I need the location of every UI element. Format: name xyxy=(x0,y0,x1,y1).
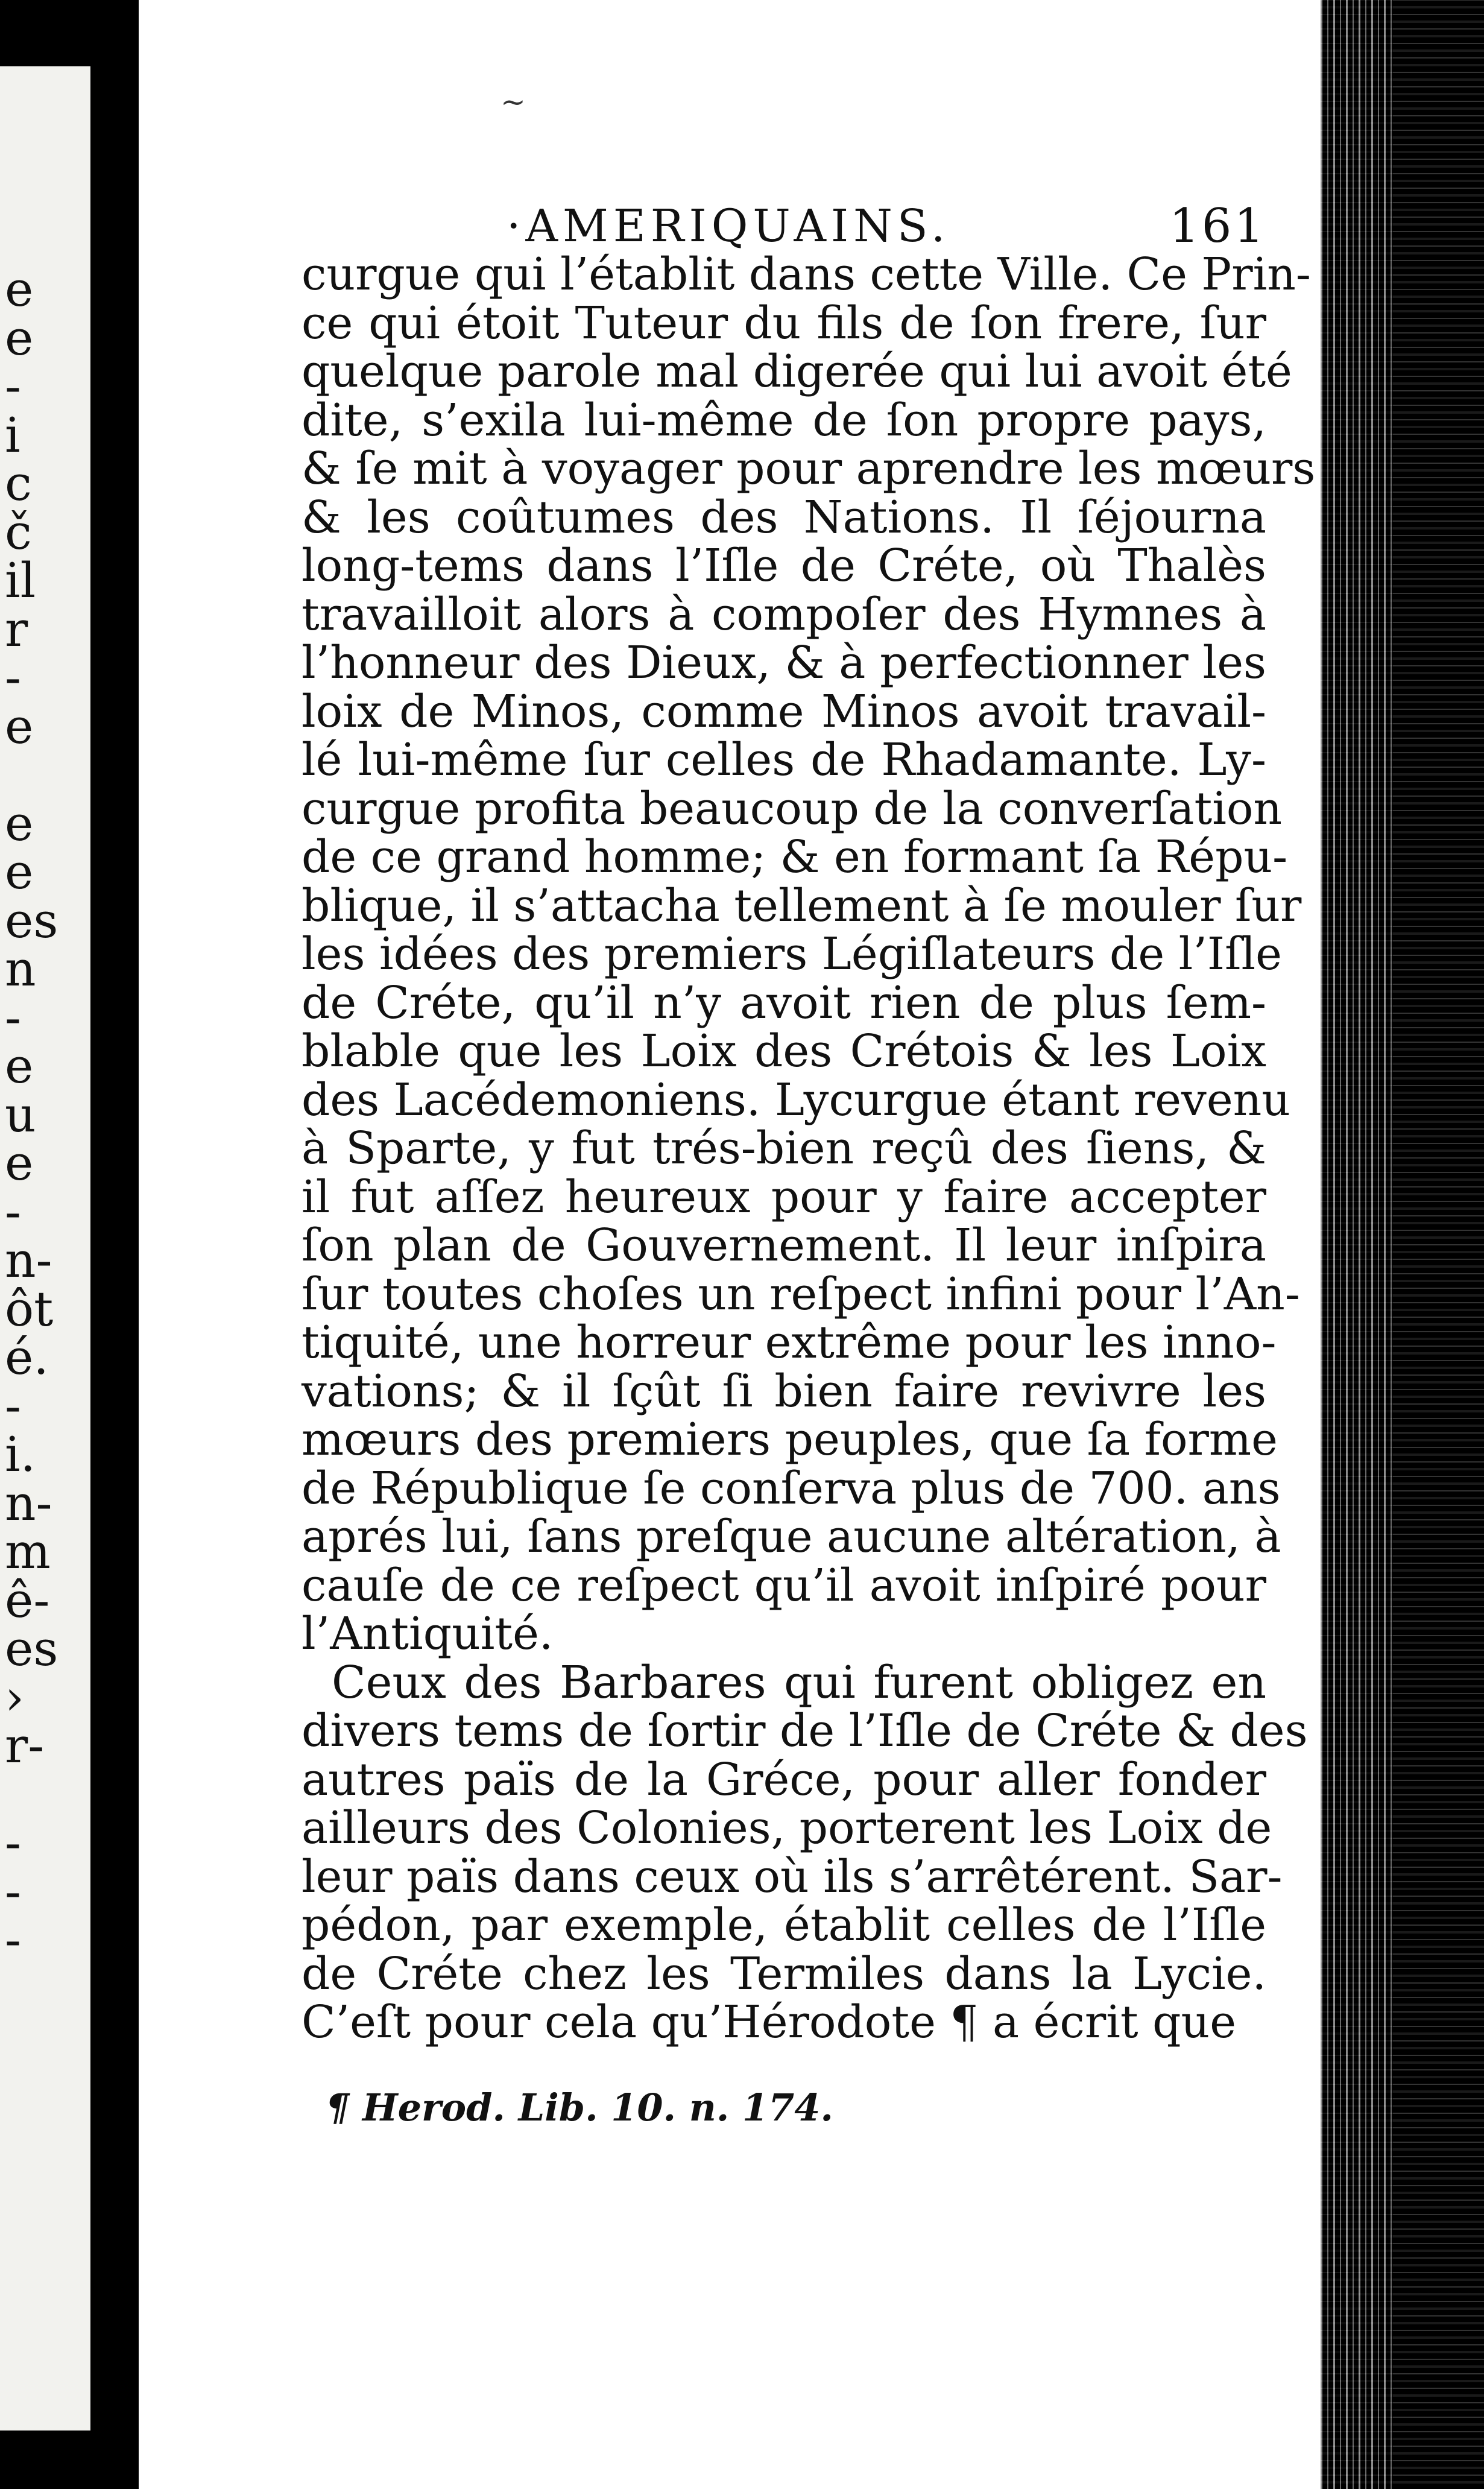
prev-page-fragment: e xyxy=(5,844,34,900)
body-text xyxy=(302,248,1316,2048)
text-line: des Lacédemoniens. Lycurgue étant revenu xyxy=(302,1074,1290,1126)
binding-gutter xyxy=(90,0,139,2489)
text-line: C’eſt pour cela qu’Hérodote ¶ a écrit que xyxy=(302,1996,1236,2048)
prev-page-fragment: c xyxy=(5,455,32,511)
text-line: de ce grand homme; & en formant ſa Répu- xyxy=(302,831,1288,883)
prev-page-fragment: e xyxy=(5,795,34,852)
right-scan-margin xyxy=(1321,0,1484,2489)
prev-page-fragment: n- xyxy=(5,1475,52,1531)
footnote: ¶ Herod. Lib. 10. n. 174. xyxy=(326,2086,833,2130)
prev-page-fragment: u xyxy=(5,1086,36,1143)
prev-page-fragment: › xyxy=(5,1669,24,1725)
text-line: blable que les Loix des Crétois & les Loix xyxy=(302,1025,1266,1077)
prev-page-fragment: n xyxy=(5,941,36,997)
prev-page-fragment: - xyxy=(5,1183,22,1240)
prev-page-fragment: es xyxy=(5,1621,58,1677)
text-line: vations; & il ſçût ſi bien faire revivre les xyxy=(302,1365,1266,1417)
prev-page-fragment: il xyxy=(5,552,36,609)
prev-page-fragment: - xyxy=(5,358,22,414)
prev-page-fragment: - xyxy=(5,1815,22,1871)
prev-page-fragment: e xyxy=(5,698,34,754)
prev-page-fragment: e xyxy=(5,1038,34,1094)
text-line: cauſe de ce reſpect qu’il avoit inſpiré pour xyxy=(302,1559,1266,1611)
prev-page-fragment: m xyxy=(5,1523,51,1580)
text-line: travailloit alors à compoſer des Hymnes à xyxy=(302,588,1266,640)
text-line: dite, s’exila lui-même de ſon propre pays, xyxy=(302,394,1266,446)
scan-noise xyxy=(1321,0,1393,2489)
prev-page-fragment: - xyxy=(5,1912,22,1968)
text-line: blique, il s’attacha tellement à ſe mouler ſur xyxy=(302,879,1302,932)
page-number: 161 xyxy=(1169,199,1266,253)
previous-page-edge xyxy=(0,66,90,2430)
prev-page-fragment: e xyxy=(5,261,34,317)
prev-page-fragment: - xyxy=(5,1377,22,1434)
top-mark: ~ xyxy=(500,84,526,119)
prev-page-fragment: e xyxy=(5,309,34,366)
text-line: ailleurs des Colonies, porterent les Loix de xyxy=(302,1802,1272,1854)
text-line: long-tems dans l’Iſle de Créte, où Thalès xyxy=(302,540,1266,592)
text-line: autres païs de la Gréce, pour aller fonder xyxy=(302,1753,1266,1806)
text-line: l’honneur des Dieux, & à perfectionner les xyxy=(302,637,1266,689)
prev-page-fragment: č xyxy=(5,504,32,560)
text-line: de Créte, qu’il n’y avoit rien de plus ſem- xyxy=(302,976,1266,1029)
text-line: lé lui-même ſur celles de Rhadamante. Ly- xyxy=(302,734,1266,786)
text-line: les idées des premiers Légiſlateurs de l’Iſle xyxy=(302,928,1282,980)
text-line: il fut aſſez heureux pour y faire accepter xyxy=(302,1171,1266,1223)
text-line: de Créte chez les Termiles dans la Lycie. xyxy=(302,1947,1266,2000)
prev-page-fragment: ôt xyxy=(5,1280,54,1337)
prev-page-fragment: r xyxy=(5,601,28,657)
text-line: ſon plan de Gouvernement. Il leur inſpira xyxy=(302,1219,1266,1271)
text-line: pédon, par exemple, établit celles de l’Iſle xyxy=(302,1899,1266,1951)
text-line: à Sparte, y fut trés-bien reçû des ſiens, & xyxy=(302,1122,1266,1174)
prev-page-fragment: r- xyxy=(5,1718,45,1774)
text-line: loix de Minos, comme Minos avoit travail- xyxy=(302,685,1266,738)
prev-page-fragment: é. xyxy=(5,1329,49,1385)
text-line: curgue qui l’établit dans cette Ville. Ce Prin- xyxy=(302,248,1311,300)
scanned-page xyxy=(139,0,1321,2489)
text-line: divers tems de ſortir de l’Iſle de Créte & des xyxy=(302,1705,1308,1757)
text-line: curgue profita beaucoup de la converſation xyxy=(302,782,1283,835)
prev-page-fragment: i. xyxy=(5,1426,36,1482)
text-line: de République ſe conſerva plus de 700. ans xyxy=(302,1462,1281,1514)
prev-page-fragment: - xyxy=(5,989,22,1046)
running-title: ·AMERIQUAINS. xyxy=(507,200,950,252)
text-line: tiquité, une horreur extrême pour les inno- xyxy=(302,1317,1277,1368)
text-line: leur païs dans ceux où ils s’arrêtérent. Sar- xyxy=(302,1850,1283,1903)
text-line: & les coûtumes des Nations. Il ſéjourna xyxy=(302,491,1266,543)
text-line: ſur toutes choſes un reſpect infini pour l’An- xyxy=(302,1268,1300,1320)
text-line: Ceux des Barbares qui furent obligez en xyxy=(332,1656,1266,1709)
text-line: quelque parole mal digerée qui lui avoit été xyxy=(302,346,1292,397)
prev-page-fragment: e xyxy=(5,1135,34,1191)
text-line: aprés lui, ſans preſque aucune altération, à xyxy=(302,1511,1281,1563)
text-line: ce qui étoit Tuteur du fils de ſon frere, ſur xyxy=(302,297,1266,349)
prev-page-fragment: ê- xyxy=(5,1572,50,1628)
prev-page-fragment: es xyxy=(5,892,58,949)
prev-page-fragment: n- xyxy=(5,1232,52,1288)
text-line: & ſe mit à voyager pour aprendre les mœurs xyxy=(302,443,1316,495)
prev-page-fragment: - xyxy=(5,1863,22,1920)
text-line: mœurs des premiers peuples, que ſa forme xyxy=(302,1414,1278,1466)
text-line: l’Antiquité. xyxy=(302,1608,554,1660)
prev-page-fragment: i xyxy=(5,406,21,463)
prev-page-fragment: - xyxy=(5,650,22,706)
